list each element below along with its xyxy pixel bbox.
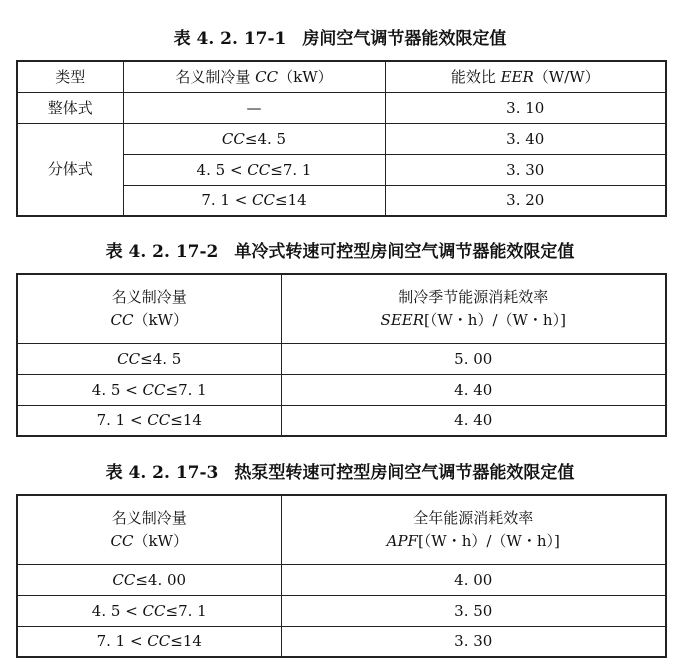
table3-capacity-cell: 7. 1 < CC≤14 [17,626,281,657]
table2-caption-title: 单冷式转速可控型房间空气调节器能效限定值 [234,242,575,262]
table2-header-row [17,274,666,343]
table1-value-cell: 3. 40 [385,123,666,154]
table2-header-capacity: 名义制冷量 CC（kW） [17,274,281,343]
table1-header-eer: 能效比 EER（W/W） [385,61,666,92]
table2-value-cell: 5. 00 [281,343,666,374]
table3-value-cell: 4. 00 [281,564,666,595]
table3 [16,494,667,658]
table2-value-cell: 4. 40 [281,374,666,405]
table2-caption-number: 表 4. 2. 17-2 [105,242,219,262]
table1-header-type: 类型 [17,61,123,92]
table2 [16,273,667,437]
table3-header-apf: 全年能源消耗效率 APF[（W・h）/（W・h）] [281,495,666,564]
table3-capacity-cell: CC≤4. 00 [17,564,281,595]
table1 [16,60,667,217]
table3-value-cell: 3. 30 [281,626,666,657]
table2-value-cell: 4. 40 [281,405,666,436]
table3-caption-title: 热泵型转速可控型房间空气调节器能效限定值 [234,463,575,483]
table-row [17,343,666,374]
table3-caption-number: 表 4. 2. 17-3 [105,463,219,483]
table1-caption-number: 表 4. 2. 17-1 [173,29,287,49]
table1-header-capacity: 名义制冷量 CC（kW） [123,61,385,92]
table2-caption [0,241,680,263]
table-row [17,626,666,657]
table2-capacity-cell: 7. 1 < CC≤14 [17,405,281,436]
table-row [17,595,666,626]
table3-header-row [17,495,666,564]
table-row [17,564,666,595]
table1-capacity-cell: 7. 1 < CC≤14 [123,185,385,216]
table2-header-seer: 制冷季节能源消耗效率 SEER[（W・h）/（W・h）] [281,274,666,343]
table1-capacity-cell: 4. 5 < CC≤7. 1 [123,154,385,185]
table1-header-row [17,61,666,92]
table1-type-cell: 整体式 [17,92,123,123]
table-row [17,123,666,154]
table2-capacity-cell: 4. 5 < CC≤7. 1 [17,374,281,405]
table1-value-cell: 3. 30 [385,154,666,185]
table2-capacity-cell: CC≤4. 5 [17,343,281,374]
table-row [17,92,666,123]
table3-capacity-cell: 4. 5 < CC≤7. 1 [17,595,281,626]
table1-capacity-cell: — [123,92,385,123]
table1-type-cell: 分体式 [17,123,123,216]
table3-caption [0,462,680,484]
table1-caption-title: 房间空气调节器能效限定值 [302,29,507,49]
table3-header-capacity: 名义制冷量 CC（kW） [17,495,281,564]
table1-value-cell: 3. 10 [385,92,666,123]
table3-value-cell: 3. 50 [281,595,666,626]
table1-caption [0,28,680,50]
table1-capacity-cell: CC≤4. 5 [123,123,385,154]
table-row [17,374,666,405]
table-row [17,405,666,436]
table1-value-cell: 3. 20 [385,185,666,216]
